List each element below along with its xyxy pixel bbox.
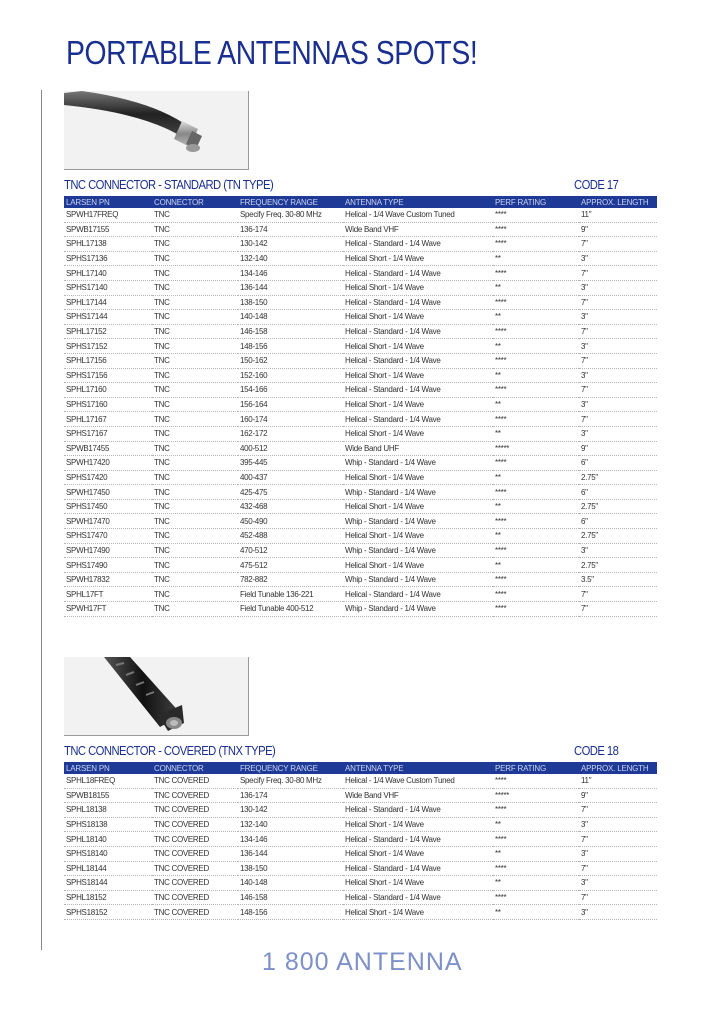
cell-approx-length: 6" xyxy=(579,456,657,471)
table-row xyxy=(64,832,657,847)
cell-frequency-range: 432-468 xyxy=(238,499,343,514)
table-row xyxy=(64,456,657,471)
table-row xyxy=(64,890,657,905)
cell-part-number: SPHL17167 xyxy=(64,412,152,427)
cell-antenna-type: Helical - Standard - 1/4 Wave xyxy=(343,587,493,602)
cell-frequency-range: 395-445 xyxy=(238,456,343,471)
cell-perf-rating: **** xyxy=(493,208,579,222)
cell-connector: TNC xyxy=(152,339,238,354)
cell-connector: TNC COVERED xyxy=(152,890,238,905)
cell-antenna-type: Helical Short - 1/4 Wave xyxy=(343,846,493,861)
cell-perf-rating: **** xyxy=(493,353,579,368)
cell-perf-rating: ** xyxy=(493,310,579,325)
cell-part-number: SPHS17167 xyxy=(64,426,152,441)
cell-approx-length: 7" xyxy=(579,295,657,310)
cell-frequency-range: Field Tunable 136-221 xyxy=(238,587,343,602)
cell-perf-rating: **** xyxy=(493,266,579,281)
cell-frequency-range: 425-475 xyxy=(238,485,343,500)
cell-frequency-range: Specify Freq. 30-80 MHz xyxy=(238,774,343,788)
cell-connector: TNC xyxy=(152,208,238,222)
cell-connector: TNC COVERED xyxy=(152,832,238,847)
cell-connector: TNC xyxy=(152,368,238,383)
cell-part-number: SPHS17136 xyxy=(64,251,152,266)
parts-table-standard xyxy=(64,196,657,617)
cell-part-number: SPHS17140 xyxy=(64,280,152,295)
cell-antenna-type: Helical Short - 1/4 Wave xyxy=(343,339,493,354)
column-header-connector: CONNECTOR xyxy=(152,196,238,208)
cell-antenna-type: Helical - Standard - 1/4 Wave xyxy=(343,803,493,818)
cell-frequency-range: 148-156 xyxy=(238,339,343,354)
cell-antenna-type: Wide Band VHF xyxy=(343,222,493,237)
cell-part-number: SPWH17832 xyxy=(64,572,152,587)
cell-frequency-range: 138-150 xyxy=(238,861,343,876)
cell-approx-length: 7" xyxy=(579,861,657,876)
cell-antenna-type: Wide Band VHF xyxy=(343,788,493,803)
table-row xyxy=(64,846,657,861)
cell-approx-length: 7" xyxy=(579,237,657,252)
table-row xyxy=(64,208,657,222)
antenna-covered-image xyxy=(64,657,248,735)
cell-part-number: SPWH17420 xyxy=(64,456,152,471)
table-row xyxy=(64,310,657,325)
cell-antenna-type: Helical - Standard - 1/4 Wave xyxy=(343,861,493,876)
cell-perf-rating: ** xyxy=(493,499,579,514)
section-title: TNC CONNECTOR - COVERED (TNX TYPE) xyxy=(64,744,276,758)
cell-connector: TNC xyxy=(152,310,238,325)
cell-antenna-type: Helical - Standard - 1/4 Wave xyxy=(343,237,493,252)
cell-perf-rating: ** xyxy=(493,529,579,544)
table-row xyxy=(64,774,657,788)
cell-connector: TNC xyxy=(152,412,238,427)
column-header-part-number: LARSEN PN xyxy=(64,762,152,774)
cell-approx-length: 3" xyxy=(579,426,657,441)
cell-approx-length: 3" xyxy=(579,817,657,832)
table-row xyxy=(64,441,657,456)
cell-frequency-range: 156-164 xyxy=(238,397,343,412)
cell-frequency-range: 782-882 xyxy=(238,572,343,587)
cell-antenna-type: Helical - 1/4 Wave Custom Tuned xyxy=(343,208,493,222)
cell-perf-rating: ** xyxy=(493,397,579,412)
cell-approx-length: 3" xyxy=(579,543,657,558)
table-row xyxy=(64,543,657,558)
cell-part-number: SPHL17144 xyxy=(64,295,152,310)
table-row xyxy=(64,529,657,544)
cell-part-number: SPWH17490 xyxy=(64,543,152,558)
cell-part-number: SPHL17152 xyxy=(64,324,152,339)
cell-approx-length: 11" xyxy=(579,208,657,222)
column-header-antenna-type: ANTENNA TYPE xyxy=(343,762,493,774)
cell-antenna-type: Helical - Standard - 1/4 Wave xyxy=(343,295,493,310)
cell-antenna-type: Helical Short - 1/4 Wave xyxy=(343,368,493,383)
column-header-frequency-range: FREQUENCY RANGE xyxy=(238,196,343,208)
cell-frequency-range: 130-142 xyxy=(238,237,343,252)
cell-part-number: SPHS17490 xyxy=(64,558,152,573)
cell-frequency-range: 162-172 xyxy=(238,426,343,441)
cell-antenna-type: Helical Short - 1/4 Wave xyxy=(343,529,493,544)
cell-perf-rating: **** xyxy=(493,456,579,471)
cell-connector: TNC xyxy=(152,353,238,368)
cell-frequency-range: 160-174 xyxy=(238,412,343,427)
cell-connector: TNC xyxy=(152,529,238,544)
cell-antenna-type: Helical - Standard - 1/4 Wave xyxy=(343,324,493,339)
table-row xyxy=(64,295,657,310)
cell-frequency-range: 146-158 xyxy=(238,890,343,905)
cell-perf-rating: **** xyxy=(493,587,579,602)
footer-phone: 1 800 ANTENNA xyxy=(262,948,463,976)
cell-perf-rating: **** xyxy=(493,803,579,818)
cell-perf-rating: ** xyxy=(493,905,579,920)
cell-connector: TNC xyxy=(152,456,238,471)
cell-connector: TNC COVERED xyxy=(152,861,238,876)
left-margin-rule xyxy=(41,90,42,950)
cell-connector: TNC xyxy=(152,295,238,310)
column-header-part-number: LARSEN PN xyxy=(64,196,152,208)
cell-antenna-type: Whip - Standard - 1/4 Wave xyxy=(343,485,493,500)
cell-antenna-type: Whip - Standard - 1/4 Wave xyxy=(343,514,493,529)
cell-perf-rating: **** xyxy=(493,295,579,310)
cell-frequency-range: 136-174 xyxy=(238,788,343,803)
cell-connector: TNC COVERED xyxy=(152,774,238,788)
table-row xyxy=(64,397,657,412)
table-row xyxy=(64,499,657,514)
cell-perf-rating: ** xyxy=(493,846,579,861)
cell-connector: TNC xyxy=(152,397,238,412)
cell-perf-rating: **** xyxy=(493,774,579,788)
cell-approx-length: 3" xyxy=(579,905,657,920)
table-header-row xyxy=(64,196,657,208)
cell-approx-length: 9" xyxy=(579,441,657,456)
cell-perf-rating: **** xyxy=(493,543,579,558)
cell-part-number: SPWH17450 xyxy=(64,485,152,500)
table-row xyxy=(64,266,657,281)
table-row xyxy=(64,251,657,266)
cell-approx-length: 7" xyxy=(579,266,657,281)
table-row xyxy=(64,222,657,237)
cell-frequency-range: 400-512 xyxy=(238,441,343,456)
cell-perf-rating: ***** xyxy=(493,788,579,803)
cell-approx-length: 3" xyxy=(579,339,657,354)
cell-approx-length: 2.75" xyxy=(579,499,657,514)
column-header-approx-length: APPROX. LENGTH xyxy=(579,762,657,774)
cell-antenna-type: Helical - 1/4 Wave Custom Tuned xyxy=(343,774,493,788)
cell-part-number: SPHS17450 xyxy=(64,499,152,514)
column-header-frequency-range: FREQUENCY RANGE xyxy=(238,762,343,774)
cell-connector: TNC COVERED xyxy=(152,876,238,891)
cell-antenna-type: Helical Short - 1/4 Wave xyxy=(343,426,493,441)
cell-connector: TNC xyxy=(152,572,238,587)
cell-perf-rating: **** xyxy=(493,222,579,237)
cell-frequency-range: 475-512 xyxy=(238,558,343,573)
cell-antenna-type: Helical - Standard - 1/4 Wave xyxy=(343,353,493,368)
cell-perf-rating: ** xyxy=(493,470,579,485)
cell-frequency-range: 400-437 xyxy=(238,470,343,485)
cell-part-number: SPHL18138 xyxy=(64,803,152,818)
cell-part-number: SPHS18144 xyxy=(64,876,152,891)
cell-antenna-type: Whip - Standard - 1/4 Wave xyxy=(343,602,493,617)
cell-approx-length: 3" xyxy=(579,280,657,295)
cell-frequency-range: 132-140 xyxy=(238,251,343,266)
cell-perf-rating: ***** xyxy=(493,441,579,456)
table-row xyxy=(64,572,657,587)
cell-approx-length: 9" xyxy=(579,222,657,237)
cell-frequency-range: 152-160 xyxy=(238,368,343,383)
cell-connector: TNC xyxy=(152,602,238,617)
cell-perf-rating: **** xyxy=(493,861,579,876)
cell-part-number: SPHS17144 xyxy=(64,310,152,325)
cell-approx-length: 9" xyxy=(579,788,657,803)
table-row xyxy=(64,368,657,383)
cell-perf-rating: ** xyxy=(493,280,579,295)
cell-antenna-type: Whip - Standard - 1/4 Wave xyxy=(343,543,493,558)
cell-connector: TNC xyxy=(152,543,238,558)
cell-approx-length: 6" xyxy=(579,514,657,529)
cell-connector: TNC xyxy=(152,324,238,339)
cell-antenna-type: Whip - Standard - 1/4 Wave xyxy=(343,572,493,587)
cell-part-number: SPHL18FREQ xyxy=(64,774,152,788)
section-code: CODE 18 xyxy=(574,744,619,758)
cell-approx-length: 2.75" xyxy=(579,558,657,573)
cell-part-number: SPHS17420 xyxy=(64,470,152,485)
cell-connector: TNC xyxy=(152,383,238,398)
cell-perf-rating: ** xyxy=(493,558,579,573)
cell-part-number: SPHS18152 xyxy=(64,905,152,920)
cell-approx-length: 3.5" xyxy=(579,572,657,587)
cell-antenna-type: Helical Short - 1/4 Wave xyxy=(343,876,493,891)
table-row xyxy=(64,514,657,529)
cell-connector: TNC COVERED xyxy=(152,905,238,920)
antenna-standard-image xyxy=(64,91,248,169)
cell-approx-length: 7" xyxy=(579,587,657,602)
cell-part-number: SPHL17FT xyxy=(64,587,152,602)
cell-antenna-type: Helical Short - 1/4 Wave xyxy=(343,905,493,920)
cell-part-number: SPHL18144 xyxy=(64,861,152,876)
cell-part-number: SPHS18138 xyxy=(64,817,152,832)
table-row xyxy=(64,237,657,252)
table-row xyxy=(64,412,657,427)
cell-part-number: SPHS17156 xyxy=(64,368,152,383)
cell-part-number: SPHL17140 xyxy=(64,266,152,281)
cell-part-number: SPHS17160 xyxy=(64,397,152,412)
cell-frequency-range: 136-144 xyxy=(238,280,343,295)
table-row xyxy=(64,280,657,295)
cell-frequency-range: 136-174 xyxy=(238,222,343,237)
cell-antenna-type: Helical - Standard - 1/4 Wave xyxy=(343,383,493,398)
cell-antenna-type: Helical - Standard - 1/4 Wave xyxy=(343,890,493,905)
cell-perf-rating: ** xyxy=(493,251,579,266)
cell-connector: TNC COVERED xyxy=(152,788,238,803)
cell-frequency-range: 470-512 xyxy=(238,543,343,558)
table-row xyxy=(64,558,657,573)
cell-perf-rating: **** xyxy=(493,485,579,500)
cell-connector: TNC xyxy=(152,251,238,266)
cell-approx-length: 11" xyxy=(579,774,657,788)
cell-approx-length: 3" xyxy=(579,251,657,266)
column-header-connector: CONNECTOR xyxy=(152,762,238,774)
cell-perf-rating: **** xyxy=(493,832,579,847)
section-tnc-standard xyxy=(64,178,649,617)
cell-connector: TNC xyxy=(152,237,238,252)
section-tnc-covered xyxy=(64,744,649,920)
cell-approx-length: 7" xyxy=(579,832,657,847)
section-title: TNC CONNECTOR - STANDARD (TN TYPE) xyxy=(64,178,274,192)
cell-perf-rating: ** xyxy=(493,426,579,441)
cell-perf-rating: **** xyxy=(493,602,579,617)
cell-antenna-type: Helical Short - 1/4 Wave xyxy=(343,251,493,266)
cell-antenna-type: Helical - Standard - 1/4 Wave xyxy=(343,266,493,281)
table-row xyxy=(64,861,657,876)
cell-connector: TNC COVERED xyxy=(152,846,238,861)
cell-approx-length: 7" xyxy=(579,890,657,905)
cell-perf-rating: **** xyxy=(493,572,579,587)
cell-connector: TNC xyxy=(152,485,238,500)
cell-connector: TNC xyxy=(152,426,238,441)
cell-connector: TNC xyxy=(152,441,238,456)
cell-frequency-range: 134-146 xyxy=(238,832,343,847)
cell-approx-length: 3" xyxy=(579,368,657,383)
cell-perf-rating: **** xyxy=(493,324,579,339)
cell-approx-length: 7" xyxy=(579,324,657,339)
cell-part-number: SPHL17156 xyxy=(64,353,152,368)
cell-part-number: SPHL18140 xyxy=(64,832,152,847)
table-row xyxy=(64,485,657,500)
parts-table-covered xyxy=(64,762,657,920)
cell-part-number: SPHL17138 xyxy=(64,237,152,252)
cell-approx-length: 2.75" xyxy=(579,470,657,485)
cell-frequency-range: 146-158 xyxy=(238,324,343,339)
table-row xyxy=(64,324,657,339)
cell-antenna-type: Helical - Standard - 1/4 Wave xyxy=(343,832,493,847)
table-row xyxy=(64,339,657,354)
cell-antenna-type: Wide Band UHF xyxy=(343,441,493,456)
cell-perf-rating: ** xyxy=(493,368,579,383)
cell-frequency-range: Specify Freq. 30-80 MHz xyxy=(238,208,343,222)
table-row xyxy=(64,905,657,920)
cell-part-number: SPWH17FT xyxy=(64,602,152,617)
cell-antenna-type: Helical Short - 1/4 Wave xyxy=(343,310,493,325)
table-row xyxy=(64,602,657,617)
cell-part-number: SPWH17470 xyxy=(64,514,152,529)
table-row xyxy=(64,803,657,818)
cell-perf-rating: ** xyxy=(493,817,579,832)
cell-antenna-type: Helical Short - 1/4 Wave xyxy=(343,470,493,485)
cell-perf-rating: ** xyxy=(493,339,579,354)
cell-part-number: SPWB18155 xyxy=(64,788,152,803)
cell-connector: TNC COVERED xyxy=(152,803,238,818)
cell-perf-rating: **** xyxy=(493,383,579,398)
cell-frequency-range: 130-142 xyxy=(238,803,343,818)
cell-frequency-range: 140-148 xyxy=(238,310,343,325)
cell-antenna-type: Helical - Standard - 1/4 Wave xyxy=(343,412,493,427)
table-row xyxy=(64,353,657,368)
cell-connector: TNC xyxy=(152,558,238,573)
cell-frequency-range: 140-148 xyxy=(238,876,343,891)
cell-perf-rating: **** xyxy=(493,237,579,252)
cell-frequency-range: 138-150 xyxy=(238,295,343,310)
cell-perf-rating: ** xyxy=(493,876,579,891)
table-body xyxy=(64,208,657,616)
antenna-photo-standard xyxy=(64,91,249,170)
cell-part-number: SPHL17160 xyxy=(64,383,152,398)
column-header-approx-length: APPROX. LENGTH xyxy=(579,196,657,208)
cell-part-number: SPWB17155 xyxy=(64,222,152,237)
cell-part-number: SPHL18152 xyxy=(64,890,152,905)
cell-approx-length: 7" xyxy=(579,412,657,427)
cell-approx-length: 7" xyxy=(579,353,657,368)
cell-antenna-type: Helical Short - 1/4 Wave xyxy=(343,280,493,295)
column-header-antenna-type: ANTENNA TYPE xyxy=(343,196,493,208)
cell-approx-length: 7" xyxy=(579,803,657,818)
cell-part-number: SPHS17470 xyxy=(64,529,152,544)
cell-connector: TNC xyxy=(152,280,238,295)
cell-part-number: SPWB17455 xyxy=(64,441,152,456)
column-header-perf-rating: PERF RATING xyxy=(493,762,579,774)
cell-approx-length: 7" xyxy=(579,383,657,398)
column-header-perf-rating: PERF RATING xyxy=(493,196,579,208)
cell-part-number: SPHS18140 xyxy=(64,846,152,861)
cell-approx-length: 6" xyxy=(579,485,657,500)
cell-antenna-type: Helical Short - 1/4 Wave xyxy=(343,397,493,412)
cell-part-number: SPWH17FREQ xyxy=(64,208,152,222)
table-row xyxy=(64,383,657,398)
table-body xyxy=(64,774,657,919)
cell-perf-rating: **** xyxy=(493,514,579,529)
antenna-photo-covered xyxy=(64,657,249,736)
cell-approx-length: 7" xyxy=(579,602,657,617)
cell-connector: TNC xyxy=(152,266,238,281)
cell-antenna-type: Helical Short - 1/4 Wave xyxy=(343,558,493,573)
table-row xyxy=(64,470,657,485)
cell-frequency-range: 132-140 xyxy=(238,817,343,832)
cell-approx-length: 3" xyxy=(579,876,657,891)
cell-frequency-range: 450-490 xyxy=(238,514,343,529)
table-row xyxy=(64,876,657,891)
cell-frequency-range: Field Tunable 400-512 xyxy=(238,602,343,617)
cell-approx-length: 2.75" xyxy=(579,529,657,544)
cell-frequency-range: 154-166 xyxy=(238,383,343,398)
cell-approx-length: 3" xyxy=(579,310,657,325)
cell-antenna-type: Helical Short - 1/4 Wave xyxy=(343,499,493,514)
page-title: PORTABLE ANTENNAS SPOTS! xyxy=(66,34,478,71)
cell-connector: TNC xyxy=(152,514,238,529)
cell-connector: TNC xyxy=(152,222,238,237)
section-code: CODE 17 xyxy=(574,178,619,192)
table-row xyxy=(64,788,657,803)
table-header-row xyxy=(64,762,657,774)
cell-connector: TNC xyxy=(152,499,238,514)
cell-part-number: SPHS17152 xyxy=(64,339,152,354)
cell-perf-rating: **** xyxy=(493,412,579,427)
cell-perf-rating: **** xyxy=(493,890,579,905)
table-row xyxy=(64,587,657,602)
cell-frequency-range: 136-144 xyxy=(238,846,343,861)
cell-connector: TNC xyxy=(152,470,238,485)
cell-connector: TNC COVERED xyxy=(152,817,238,832)
cell-connector: TNC xyxy=(152,587,238,602)
table-row xyxy=(64,426,657,441)
cell-frequency-range: 452-488 xyxy=(238,529,343,544)
cell-frequency-range: 134-146 xyxy=(238,266,343,281)
cell-frequency-range: 148-156 xyxy=(238,905,343,920)
cell-frequency-range: 150-162 xyxy=(238,353,343,368)
table-row xyxy=(64,817,657,832)
cell-antenna-type: Helical Short - 1/4 Wave xyxy=(343,817,493,832)
cell-approx-length: 3" xyxy=(579,846,657,861)
cell-approx-length: 3" xyxy=(579,397,657,412)
cell-antenna-type: Whip - Standard - 1/4 Wave xyxy=(343,456,493,471)
